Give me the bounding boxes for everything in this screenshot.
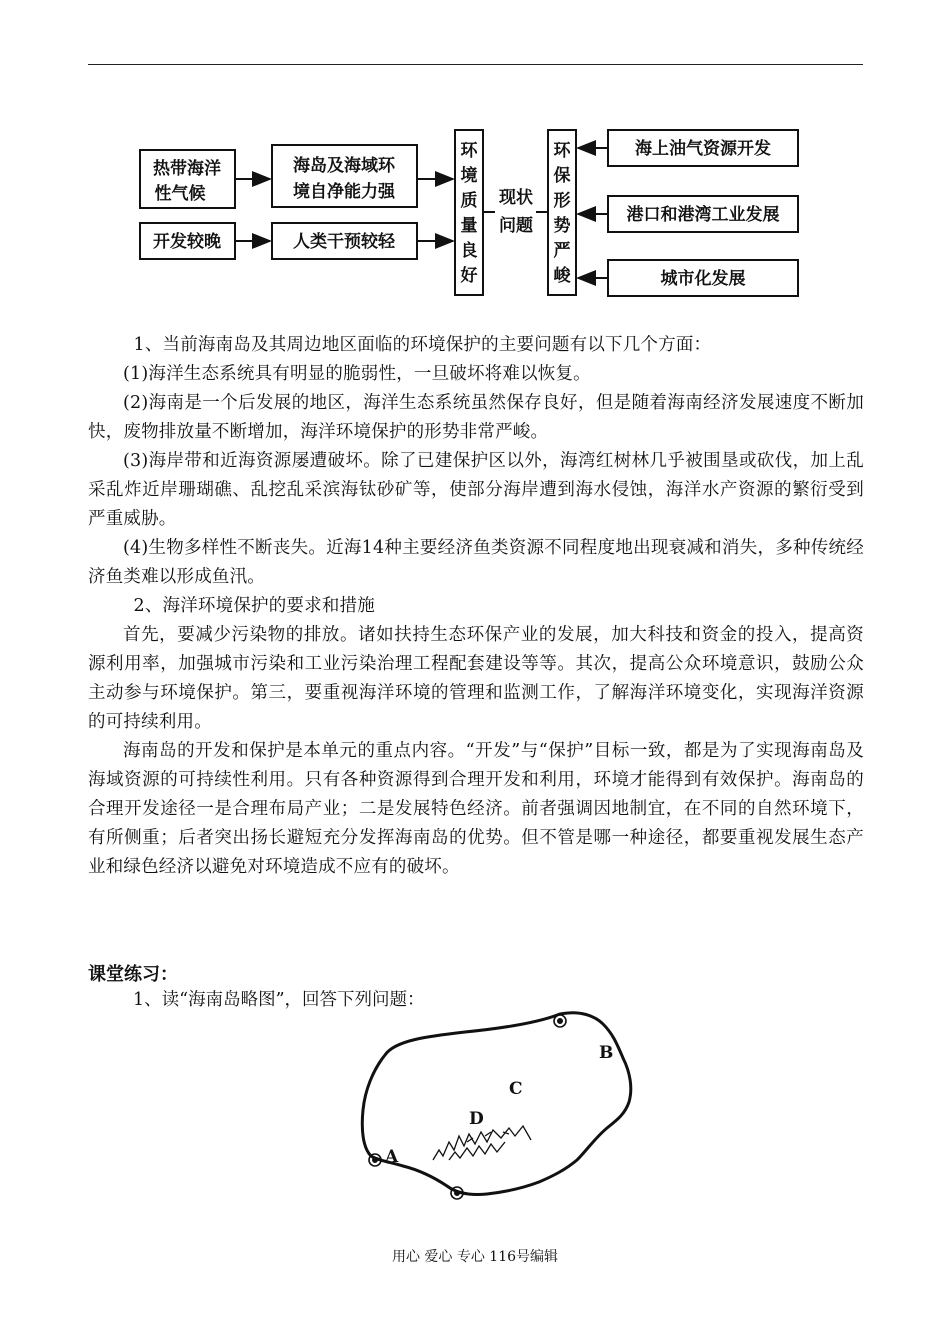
right-box-2-label: 港口和港湾工业发展	[626, 205, 780, 225]
mountain-symbol	[433, 1126, 531, 1160]
mid-box-2-label: 人类干预较轻	[293, 232, 395, 252]
practice-question: 1、读“海南岛略图”，回答下列问题：	[133, 990, 425, 1010]
svg-text:好: 好	[460, 266, 478, 286]
header-rule	[88, 64, 863, 65]
practice-title: 课堂练习：	[88, 964, 178, 985]
body-text	[88, 331, 864, 882]
svg-text:严: 严	[553, 241, 571, 261]
svg-text:量: 量	[460, 216, 478, 236]
svg-text:环: 环	[460, 141, 478, 161]
mid-box-1-line-1: 海岛及海域环	[293, 156, 395, 176]
svg-text:保: 保	[553, 166, 571, 186]
island-outline	[362, 1013, 631, 1195]
paragraph-measures-heading: 2、海洋环境保护的要求和措施	[133, 596, 375, 616]
center-label-line-1: 现状	[499, 188, 533, 208]
severity-box-text	[554, 141, 572, 286]
svg-text:境: 境	[460, 166, 478, 186]
paragraph-issue-2: (2)海南是一个后发展的地区，海洋生态系统虽然保存良好，但是随着海南经济发展速度不断加快，废物排放量不断增加，海洋环境保护的形势非常严峻。	[88, 393, 864, 442]
map-label-c: C	[509, 1079, 523, 1099]
paragraph-issue-3: (3)海岸带和近海资源屡遭破坏。除了已建保护区以外，海湾红树林几乎被围垦或砍伐，加上乱采乱炸近岸珊瑚礁、乱挖乱采滨海钛砂矿等，使部分海岸遭到海水侵蚀，海洋水产资源的繁衍受到严重威胁。	[88, 451, 864, 529]
svg-text:质: 质	[460, 191, 478, 211]
hainan-island-map	[355, 1010, 645, 1205]
left-box-2-label: 开发较晚	[153, 232, 221, 252]
svg-text:良: 良	[460, 241, 478, 261]
paragraph-measures: 首先，要减少污染物的排放。诸如扶持生态环保产业的发展，加大科技和资金的投入，提高资源利用率，加强城市污染和工业污染治理工程配套建设等等。其次，提高公众环境意识，鼓励公众主动参与环境保护。第三，要重视海洋环境的管理和监测工作，了解海洋环境变化，实现海洋资源的可持续利用。	[88, 625, 864, 732]
quality-box-text	[460, 141, 479, 286]
center-label-line-2: 问题	[499, 216, 533, 236]
left-box-1-line-2: 性气候	[154, 184, 206, 204]
mid-box-1-line-2: 境自净能力强	[293, 182, 395, 202]
page-footer: 用心 爱心 专心 116号编辑	[391, 1249, 559, 1265]
paragraph-issue-4: (4)生物多样性不断丧失。近海14种主要经济鱼类资源不同程度地出现衰减和消失，多种传统经济鱼类难以形成鱼汛。	[88, 538, 864, 587]
left-box-1-line-1: 热带海洋	[153, 159, 221, 179]
paragraph-issues-intro: 1、当前海南岛及其周边地区面临的环境保护的主要问题有以下几个方面：	[133, 335, 712, 355]
svg-text:势: 势	[553, 216, 571, 236]
svg-text:形: 形	[553, 191, 571, 211]
svg-text:环: 环	[553, 141, 571, 161]
right-box-3-label: 城市化发展	[660, 269, 746, 289]
svg-text:峻: 峻	[553, 266, 571, 286]
paragraph-development: 海南岛的开发和保护是本单元的重点内容。“开发”与“保护”目标一致，都是为了实现海南岛及海域资源的可持续性利用。只有各种资源得到合理开发和利用，环境才能得到有效保护。海南岛的合理开发途径一是合理布局产业；二是发展特色经济。前者强调因地制宜，在不同的自然环境下，有所侧重；后者突出扬长避短充分发挥海南岛的优势。但不管是哪一种途径，都要重视发展生态产业和绿色经济以避免对环境造成不应有的破坏。	[88, 741, 864, 877]
map-label-d: D	[469, 1109, 484, 1129]
city-marker-top	[554, 1015, 566, 1027]
environment-flow-diagram	[130, 120, 810, 305]
map-label-b: B	[599, 1043, 614, 1063]
paragraph-issue-1: (1)海洋生态系统具有明显的脆弱性，一旦破坏将难以恢复。	[123, 364, 591, 384]
map-label-a: A	[385, 1147, 399, 1167]
right-box-1-label: 海上油气资源开发	[635, 139, 771, 159]
